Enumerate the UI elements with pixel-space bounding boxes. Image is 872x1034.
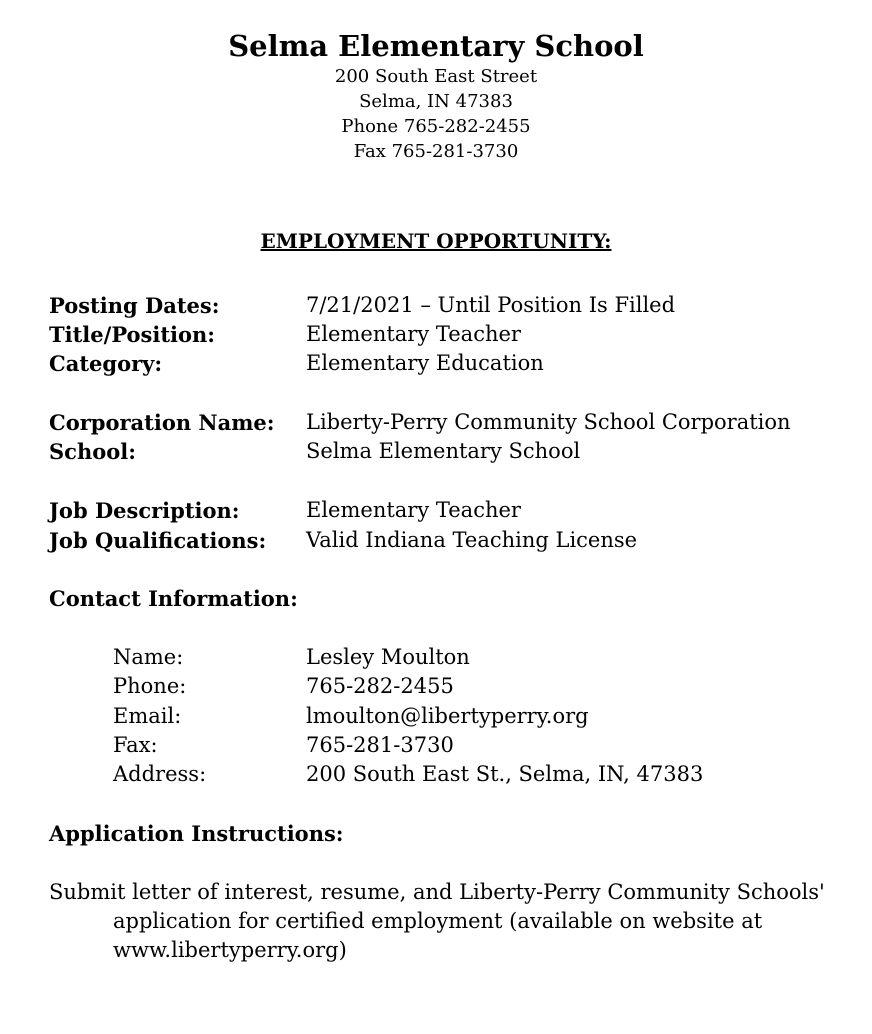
contact-fax-value: 765-281-3730 xyxy=(306,733,454,757)
school-fax: Fax 765-281-3730 xyxy=(353,141,519,162)
contact-email-value: lmoulton@libertyperry.org xyxy=(306,704,589,728)
school-name: Selma Elementary School xyxy=(228,29,644,63)
school-value: Selma Elementary School xyxy=(306,439,581,463)
title-position-label: Title/Position: xyxy=(49,322,216,347)
posting-dates-label: Posting Dates: xyxy=(49,293,220,318)
category-value: Elementary Education xyxy=(306,351,544,375)
job-qualifications-value: Valid Indiana Teaching License xyxy=(306,528,638,552)
school-label: School: xyxy=(49,439,136,464)
school-phone: Phone 765-282-2455 xyxy=(341,116,531,137)
job-qualifications-label: Job Qualifications: xyxy=(49,528,267,553)
letterhead xyxy=(0,28,872,164)
job-description-value: Elementary Teacher xyxy=(306,498,521,522)
school-street-address: 200 South East Street xyxy=(334,66,538,87)
job-description-label: Job Description: xyxy=(49,498,240,523)
school-city-state-zip: Selma, IN 47383 xyxy=(359,91,513,112)
posting-dates-value: 7/21/2021 – Until Position Is Filled xyxy=(306,293,676,317)
contact-phone-value: 765-282-2455 xyxy=(306,674,454,698)
contact-fax-label: Fax: xyxy=(113,733,158,757)
contact-name-value: Lesley Moulton xyxy=(306,645,470,669)
category-label: Category: xyxy=(49,351,163,376)
contact-address-label: Address: xyxy=(113,762,207,786)
title-position-value: Elementary Teacher xyxy=(306,322,521,346)
contact-name-label: Name: xyxy=(113,645,184,669)
contact-heading: Contact Information: xyxy=(49,586,298,611)
contact-phone-label: Phone: xyxy=(113,674,187,698)
contact-email-label: Email: xyxy=(113,704,182,728)
application-heading: Application Instructions: xyxy=(49,821,344,846)
corporation-value: Liberty-Perry Community School Corporation xyxy=(306,410,791,434)
section-title: EMPLOYMENT OPPORTUNITY: xyxy=(260,229,612,253)
application-instructions-text: Submit letter of interest, resume, and Liberty-Perry Community Schools' application for certified employment (available on website at www.libertyperry.org) xyxy=(49,880,825,962)
corporation-label: Corporation Name: xyxy=(49,410,275,435)
contact-address-value: 200 South East St., Selma, IN, 47383 xyxy=(306,762,704,786)
